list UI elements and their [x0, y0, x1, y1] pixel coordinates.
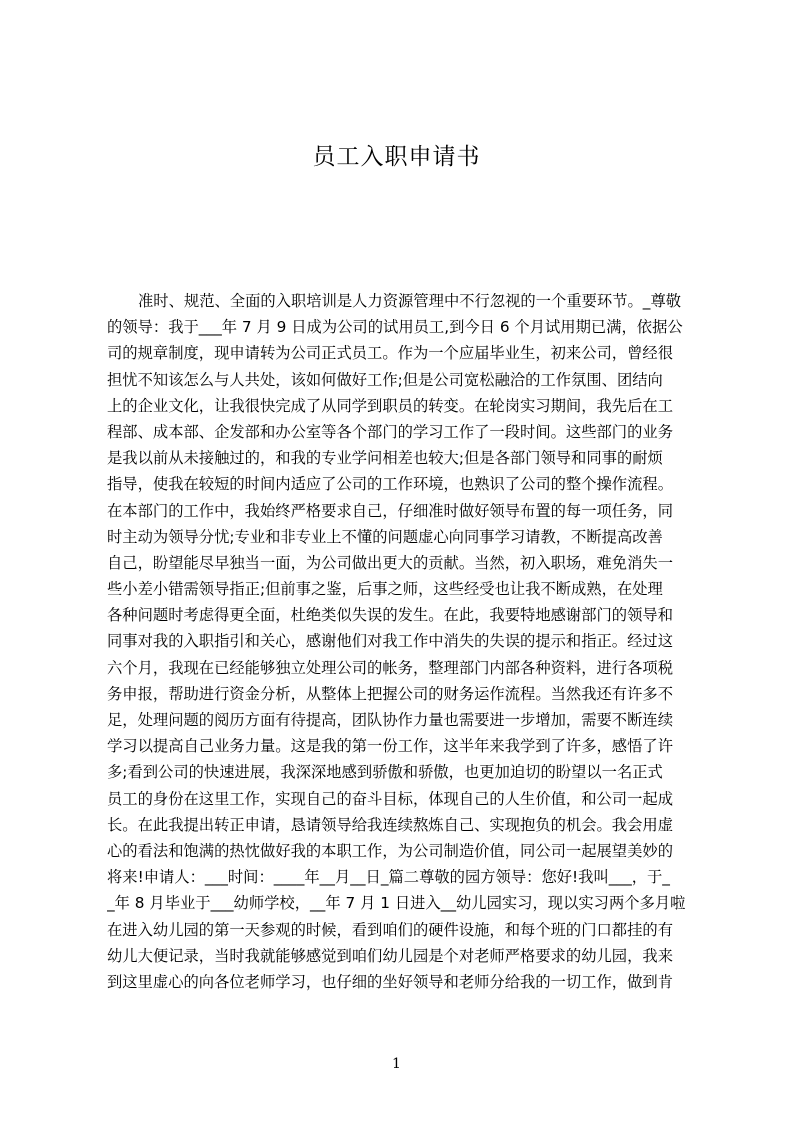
text-line: 指导，使我在较短的时间内适应了公司的工作环境，也熟识了公司的整个操作流程。	[107, 475, 673, 494]
text-line: 多;看到公司的快速进展，我深深地感到骄傲和骄傲，也更加迫切的盼望以一名正式	[107, 763, 663, 782]
text-line: 员工的身份在这里工作，实现自己的奋斗目标，体现自己的人生价值，和公司一起成	[107, 789, 673, 808]
text-line: 同事对我的入职指引和关心，感谢他们对我工作中消失的失误的提示和指正。经过这	[107, 632, 673, 651]
text-line: 时主动为领导分忧;专业和非专业上不懂的问题虚心向同事学习请教，不断提高改善	[107, 527, 663, 546]
text-line: 些小差小错需领导指正;但前事之鉴，后事之师，这些经受也让我不断成熟，在处理	[107, 580, 663, 599]
text-line: 足，处理问题的阅历方面有待提高，团队协作力量也需要进一步增加，需要不断连续	[107, 711, 673, 729]
text-line: 各种问题时考虑得更全面，杜绝类似失误的发生。在此，我要特地感谢部门的领导和	[107, 606, 673, 625]
text-line: 学习以提高自己业务力量。这是我的第一份工作，这半年来我学到了许多，感悟了许	[107, 737, 673, 756]
text-line: 心的看法和饱满的热忱做好我的本职工作，为公司制造价值，同公司一起展望美妙的	[107, 841, 673, 860]
text-line: 将来!申请人：___时间：____年__月__日_篇二尊敬的园方领导：您好!我叫___，于_	[107, 868, 670, 887]
text-line: 自己，盼望能尽早独当一面，为公司做出更大的贡献。当然，初入职场，难免消失一	[107, 553, 673, 572]
text-line: 在进入幼儿园的第一天参观的时候，看到咱们的硬件设施，和每个班的门口都挂的有	[107, 920, 673, 939]
text-line: 六个月，我现在已经能够独立处理公司的帐务，整理部门内部各种资料，进行各项税	[107, 658, 673, 677]
text-line: 幼儿大便记录，当时我就能够感觉到咱们幼儿园是个对老师严格要求的幼儿园，我来	[107, 946, 673, 965]
text-line: 准时、规范、全面的入职培训是人力资源管理中不行忽视的一个重要环节。_尊敬	[138, 292, 682, 310]
text-line: 程部、成本部、企发部和办公室等各个部门的学习工作了一段时间。这些部门的业务	[107, 422, 673, 441]
text-line: 上的企业文化，让我很快完成了从同学到职员的转变。在轮岗实习期间，我先后在工	[107, 396, 673, 415]
text-line: 司的规章制度，现申请转为公司正式员工。作为一个应届毕业生，初来公司，曾经很	[107, 344, 673, 363]
text-line: 在本部门的工作中，我始终严格要求自己，仔细准时做好领导布置的每一项任务，同	[107, 501, 673, 520]
page-title: 员工入职申请书	[312, 144, 481, 170]
text-line: 的领导：我于___年 7 月 9 日成为公司的试用员工,到今日 6 个月试用期已满，依据公	[107, 318, 683, 337]
body-paragraph	[107, 288, 697, 995]
text-line: _年 8 月毕业于___幼师学校，__年 7 月 1 日进入__幼儿园实习，现以实习两个多月啦	[107, 894, 686, 913]
text-line: 长。在此我提出转正申请，恳请领导给我连续熬炼自己、实现抱负的机会。我会用虚	[107, 815, 673, 834]
text-line: 是我以前从未接触过的，和我的专业学问相差也较大;但是各部门领导和同事的耐烦	[107, 449, 663, 468]
page-number: 1	[392, 1056, 401, 1072]
text-line: 务申报，帮助进行资金分析，从整体上把握公司的财务运作流程。当然我还有许多不	[107, 684, 673, 703]
text-line: 担忧不知该怎么与人共处，该如何做好工作;但是公司宽松融洽的工作氛围、团结向	[107, 370, 663, 389]
text-line: 到这里虚心的向各位老师学习，也仔细的坐好领导和老师分给我的一切工作，做到肯	[107, 972, 673, 991]
